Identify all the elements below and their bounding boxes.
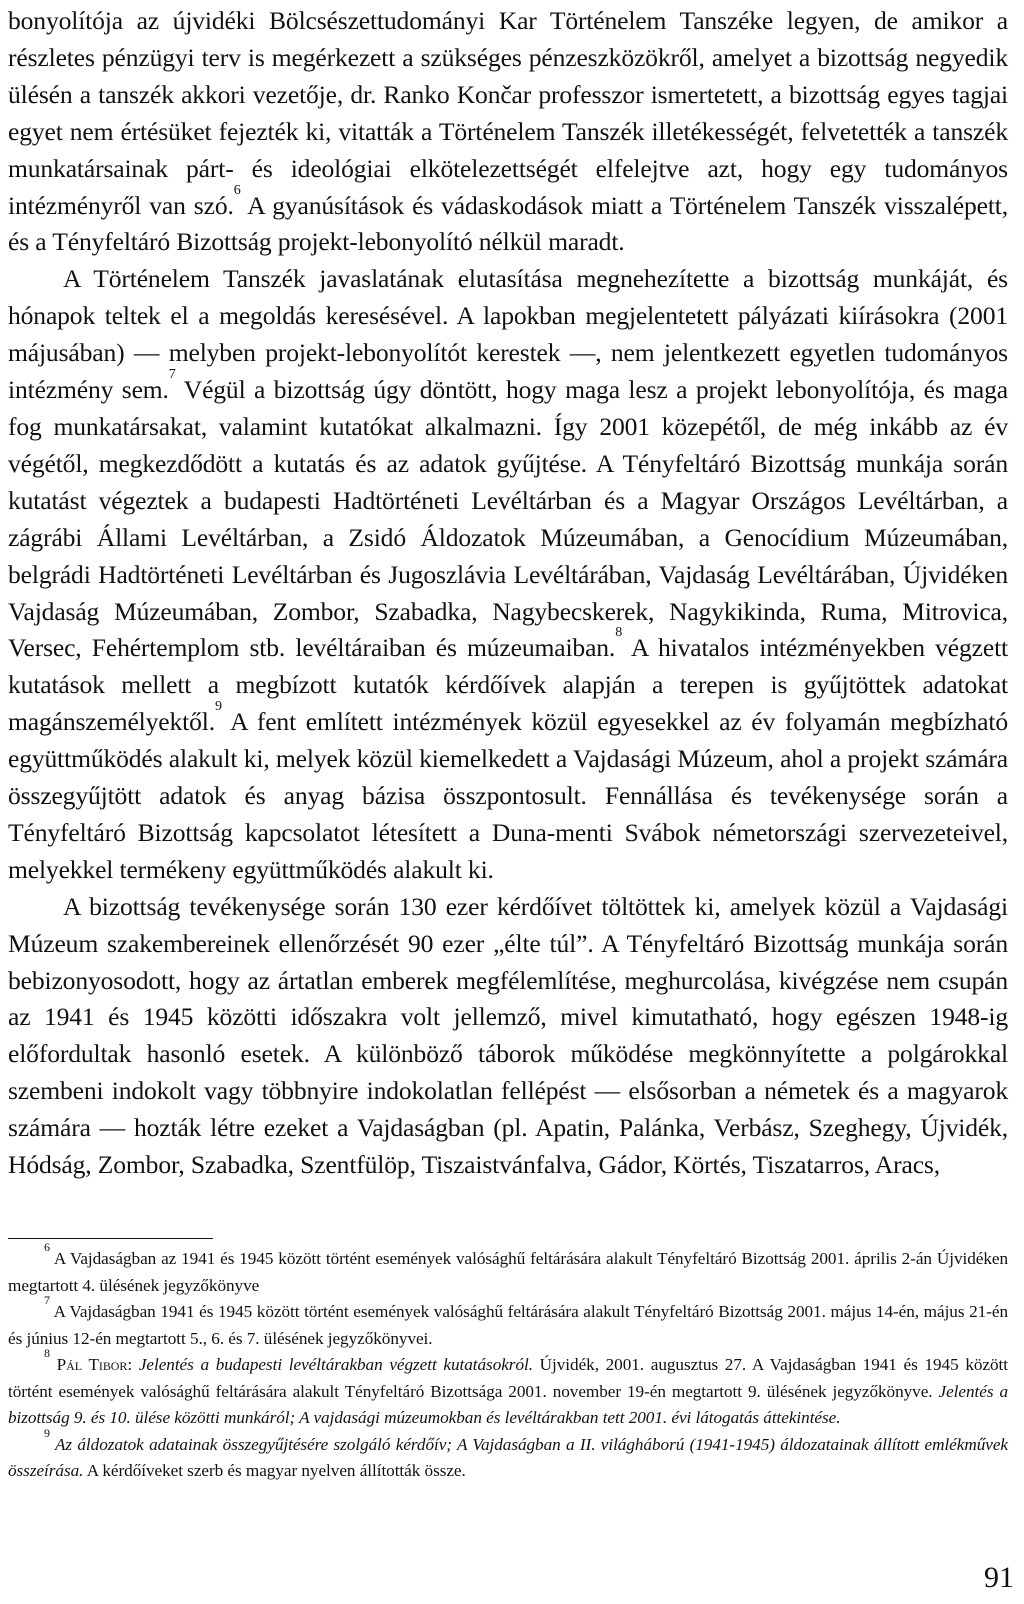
paragraph-3: A bizottság tevékenysége során 130 ezer kérdőívet töltöttek ki, amelyek közül a Vajdasági Múzeum szakembereinek ellenőrzését 90 ezer „élte túl”. A Tényfeltáró Bizottság munkája során bebizonyosodott, hogy az ártatlan emberek megfélemlítése, meghurcolása, kivégzése nem csupán az 1941 és 1945 közötti időszakra volt jellemző, mivel kimutatható, hogy egészen 1948-ig előfordultak hasonló esetek. A különböző táborok működése megkönnyítette a polgárokkal szembeni indokolt vagy többnyire indokolatlan fellépést — elsősorban a németek és a magyarok számára — hozták létre ezeket a Vajdaságban (pl. Apatin, Palánka, Verbász, Szeghegy, Újvidék, Hódság, Zombor, Szabadka, Szentfülöp, Tiszaistvánfalva, Gádor, Körtés, Tiszatarros, Aracs,	[8, 891, 1008, 1180]
paragraph-2: A Történelem Tanszék javaslatának elutasítása megnehezítette a bizottság munkáját, és hónapok teltek el a megoldás keresésével. A lapokban megjelentetett pályázati kiírásokra (2001 májusában) — melyben projekt-lebonyolítót kerestek —, nem jelentkezett egyetlen tudományos intézmény sem.$^7$ Végül a bizottság úgy döntött, hogy maga lesz a projekt lebonyolítója, és maga fog munkatársakat, valamint kutatókat alkalmazni. Így 2001 közepétől, de még inkább az év végétől, megkezdődött a kutatás és az adatok gyűjtése. A Tényfeltáró Bizottság munkája során kutatást végeztek a budapesti Hadtörténeti Levéltárban és a Magyar Országos Levéltárban, a zágrábi Állami Levéltárban, a Zsidó Áldozatok Múzeumában, a Genocídium Múzeumában, belgrádi Hadtörténeti Levéltárban és Jugoszlávia Levéltárában, Vajdaság Levéltárában, Újvidéken Vajdaság Múzeumában, Zombor, Szabadka, Nagybecskerek, Nagykikinda, Ruma, Mitrovica, Versec, Fehértemplom stb. levéltáraiban és múzeumaiban.$^8$ A hivatalos intézményekben végzett kutatások mellett a megbízott kutatók kérdőívek alapján a terepen is gyűjtöttek adatokat magánszemélyektől.$^9$ A fent említett intézmények közül egyesekkel az év folyamán megbízható együttműködés alakult ki, melyek közül kiemelkedett a Vajdasági Múzeum, ahol a projekt számára összegyűjtött adatok és anyag bázisa összpontosult. Fennállása és tevékenysége során a Tényfeltáró Bizottság kapcsolatot létesített a Duna-menti Svábok németországi szervezeteivel, melyekkel termékeny együttműködés alakult ki.	[8, 264, 1008, 884]
footnote-ref-6[interactable]: 6	[233, 181, 241, 198]
footnote-ref-8[interactable]: 8	[615, 624, 623, 641]
footnote-title: Jelentés a budapesti levéltárakban végzett kutatásokról.	[138, 1355, 533, 1374]
page-number: 91	[984, 1561, 1014, 1594]
footnote-title: Az áldozatok adatainak összegyűjtésére szolgáló kérdőív; A Vajdaságban a II. világháború (1941-1945) áldozatainak állított emlékművek összeírása.	[8, 1434, 1008, 1480]
footnote-8: $^8$ Pál Tibor: Jelentés a budapesti levéltárakban végzett kutatásokról. Újvidék, 2001. augusztus 27. A Vajdaságban 1941 és 1945 között történt események valósághű feltárására alakult Tényfeltáró Bizottsága 2001. november 19-én megtartott 9. ülésének jegyzőkönyve. Jelentés a bizottság 9. és 10. ülése közötti munkáról; A vajdasági múzeumokban és levéltárakban tett 2001. évi látogatás áttekintése.	[8, 1346, 1008, 1427]
footnotes	[8, 1240, 1008, 1485]
footnote-number: 6	[44, 1240, 50, 1254]
footnote-ref-7[interactable]: 7	[168, 366, 176, 383]
footnote-title: Jelentés a bizottság 9. és 10. ülése közötti munkáról; A vajdasági múzeumokban és levéltárakban tett 2001. évi látogatás áttekintése.	[8, 1381, 1008, 1427]
footnote-separator	[8, 1238, 213, 1239]
footnote-number: 9	[44, 1425, 50, 1440]
footnote-9: $^9$ Az áldozatok adatainak összegyűjtésére szolgáló kérdőív; A Vajdaságban a II. világháború (1941-1945) áldozatainak állított emlékművek összeírása. A kérdőíveket szerb és magyar nyelven állították össze.	[8, 1425, 1008, 1480]
footnote-number: 7	[44, 1293, 50, 1307]
main-text	[8, 3, 1008, 1184]
footnote-ref-9[interactable]: 9	[214, 698, 222, 715]
footnote-7: $^7$ A Vajdaságban 1941 és 1945 között történt események valósághű feltárására alakult Tényfeltáró Bizottság 2001. május 14-én, május 21-én és június 12-én megtartott 5., 6. és 7. ülésének jegyzőkönyvei.	[8, 1293, 1008, 1348]
footnote-author: Pál Tibor	[56, 1355, 128, 1374]
paragraph-1: bonyolítója az újvidéki Bölcsészettudományi Kar Történelem Tanszéke legyen, de amikor a részletes pénzügyi terv is megérkezett a szükséges pénzeszközökről, amelyet a bizottság negyedik ülésén a tanszék akkori vezetője, dr. Ranko Končar professzor ismertetett, a bizottság egyes tagjai egyet nem értésüket fejezték ki, vitatták a Történelem Tanszék illetékességét, felvetették a tanszék munkatársainak párt- és ideológiai elkötelezettségét elfelejtve azt, hogy egy tudományos intézményről van szó.$^6$ A gyanúsítások és vádaskodások miatt a Történelem Tanszék visszalépett, és a Tényfeltáró Bizottság projekt-lebonyolító nélkül maradt.	[8, 6, 1008, 257]
footnote-6: $^6$ A Vajdaságban az 1941 és 1945 között történt események valósághű feltárására alakult Tényfeltáró Bizottság 2001. április 2-án Újvidéken megtartott 4. ülésének jegyzőkönyve	[8, 1240, 1008, 1295]
footnote-number: 8	[44, 1346, 50, 1360]
